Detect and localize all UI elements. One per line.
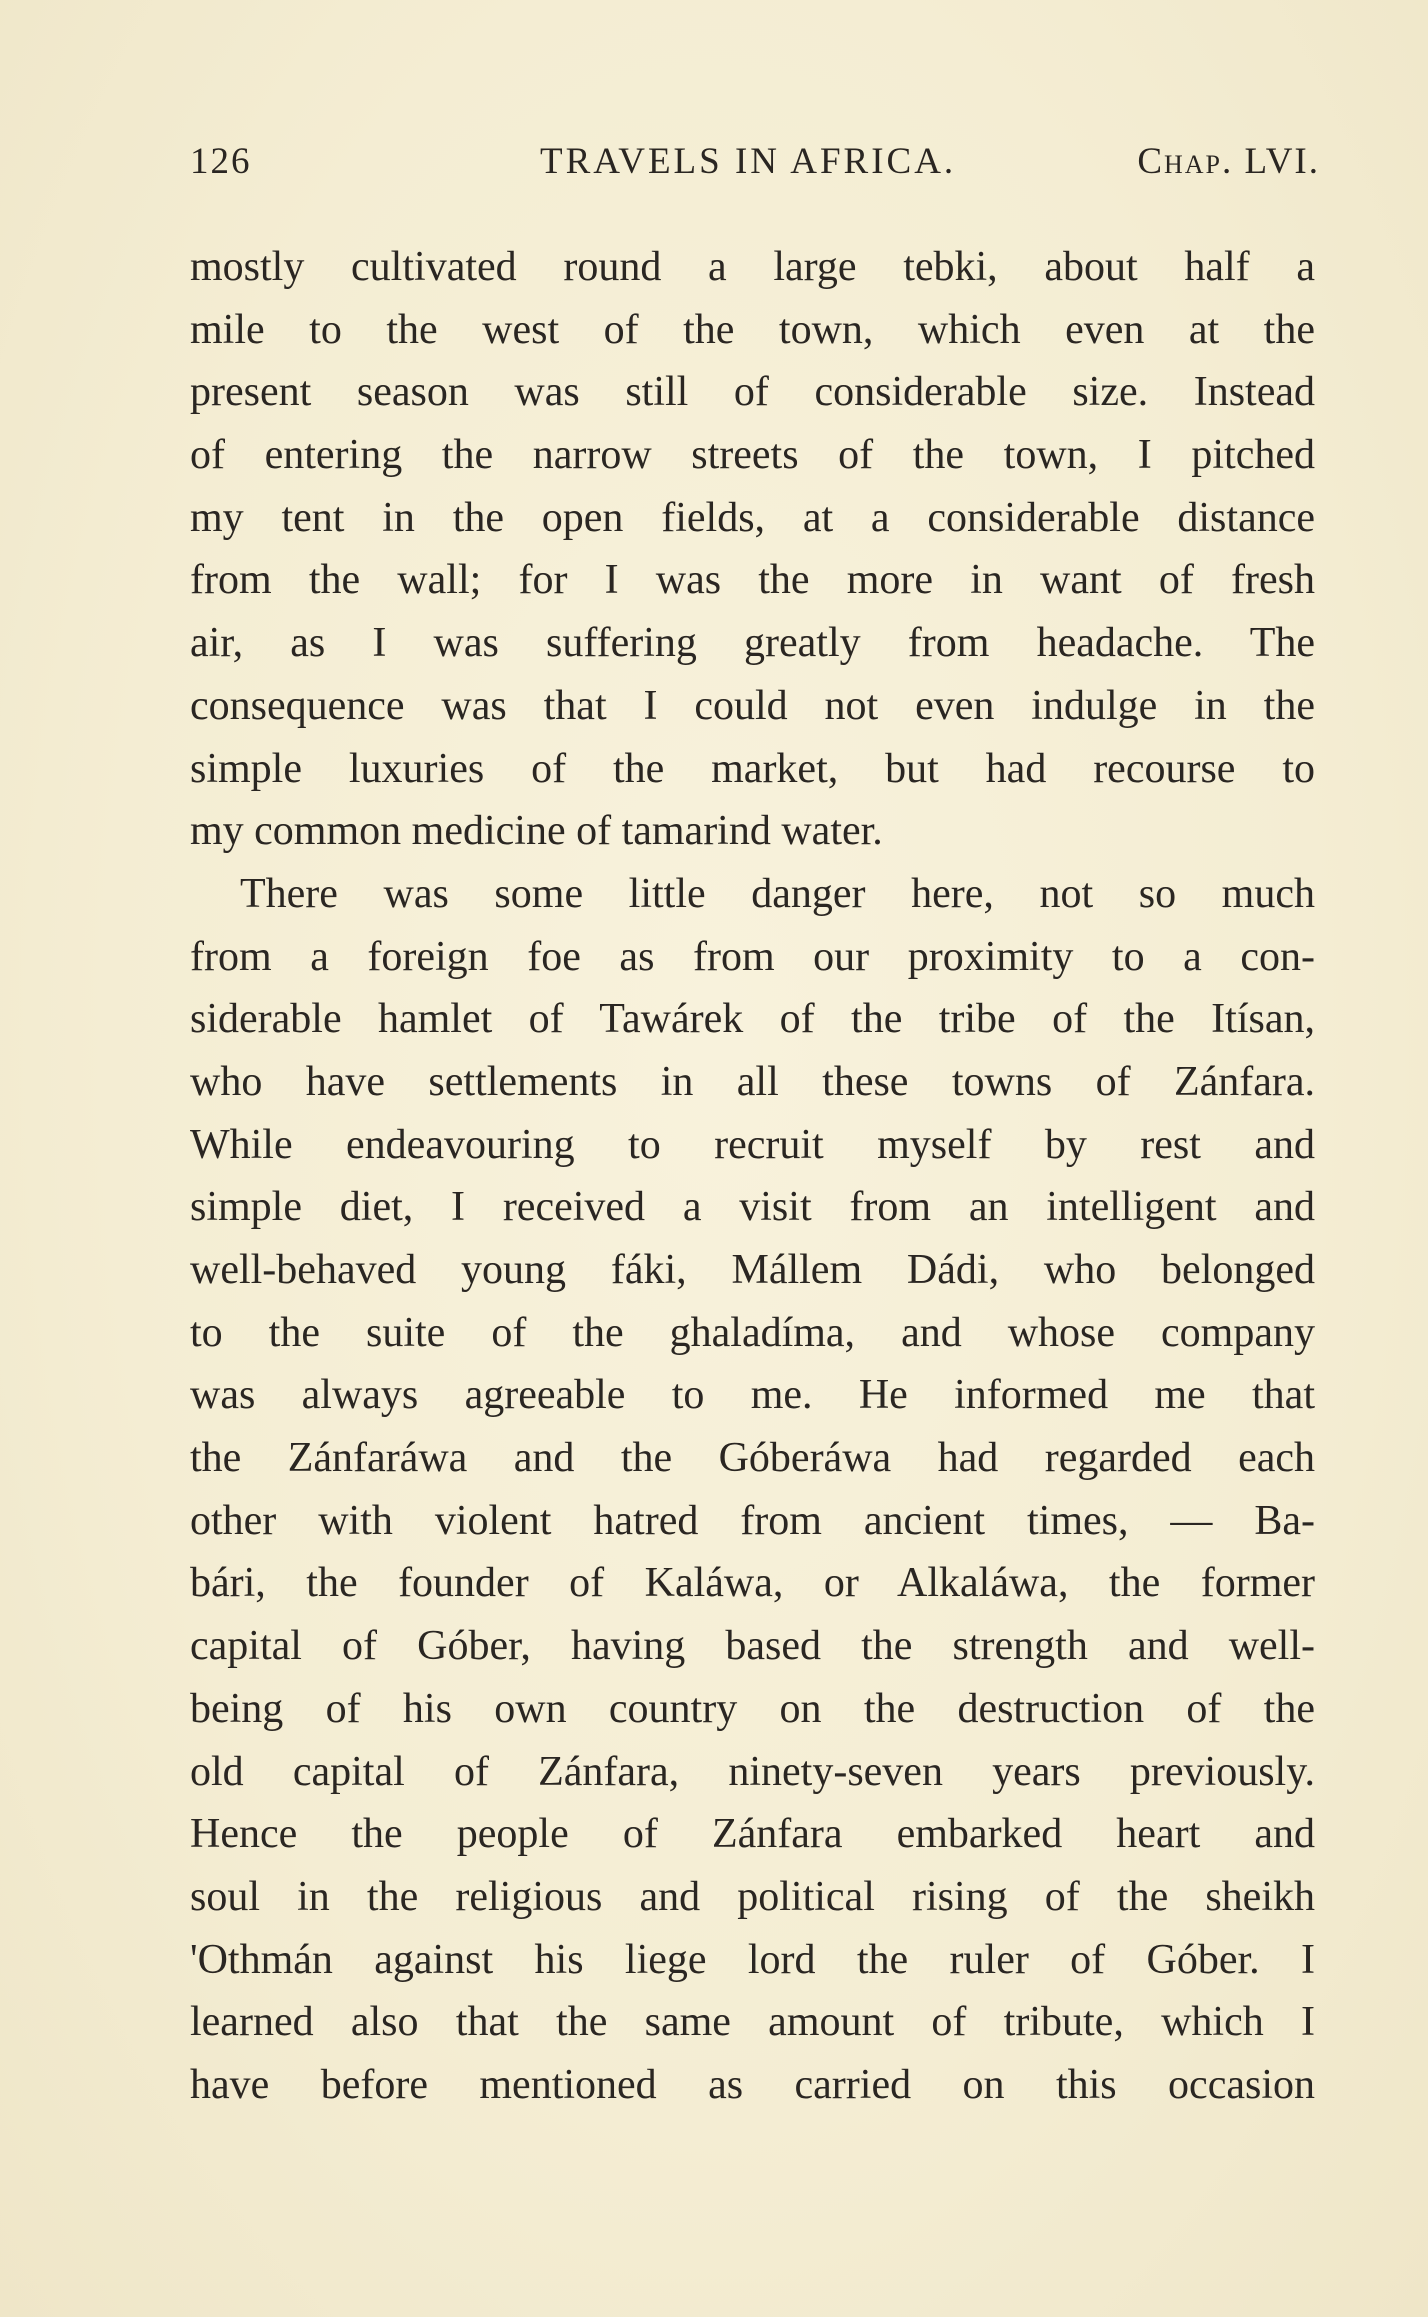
text-line: mostly cultivated round a large tebki, about half a (190, 244, 1315, 290)
text-line: who have settlements in all these towns of Zánfara. (190, 1058, 1315, 1105)
text-line: old capital of Zánfara, ninety-seven years previously. (190, 1748, 1315, 1795)
body-text (190, 236, 1315, 2117)
text-line: have before mentioned as carried on this occasion (190, 2061, 1315, 2108)
text-line: present season was still of considerable size. Instead (190, 369, 1315, 416)
text-line: from the wall; for I was the more in want of fresh (190, 557, 1315, 604)
text-line: to the suite of the ghaladíma, and whose company (190, 1309, 1315, 1356)
text-line: simple diet, I received a visit from an intelligent and (190, 1184, 1315, 1231)
text-line: well-behaved young fáki, Mállem Dádi, who belonged (190, 1247, 1315, 1293)
text-line: the Zánfaráwa and the Góberáwa had regarded each (190, 1435, 1315, 1482)
text-line: mile to the west of the town, which even at the (190, 306, 1315, 353)
text-line: Hence the people of Zánfara embarked heart and (190, 1811, 1315, 1858)
chapter-label: Chap. LVI. (1137, 141, 1320, 182)
text-line: soul in the religious and political rising of the sheikh (190, 1873, 1315, 1920)
text-line: air, as I was suffering greatly from headache. The (190, 620, 1315, 667)
text-line: 'Othmán against his liege lord the ruler of Góber. I (190, 1936, 1315, 1983)
running-title: TRAVELS IN AFRICA. (540, 141, 957, 182)
paragraph-end-line: my common medicine of tamarind water. (190, 808, 883, 855)
text-line: consequence was that I could not even indulge in the (190, 682, 1315, 729)
page-number: 126 (190, 141, 252, 182)
running-head (190, 140, 1320, 200)
text-line: simple luxuries of the market, but had recourse to (190, 745, 1315, 792)
text-line: was always agreeable to me. He informed me that (190, 1372, 1315, 1419)
text-line: being of his own country on the destruction of the (190, 1685, 1315, 1732)
text-line: capital of Góber, having based the strength and well- (190, 1623, 1315, 1670)
text-line: siderable hamlet of Tawárek of the tribe of the Itísan, (190, 996, 1315, 1043)
paragraph-start-line: There was some little danger here, not so much (240, 870, 1315, 917)
text-line: While endeavouring to recruit myself by rest and (190, 1121, 1315, 1168)
text-line: my tent in the open fields, at a considerable distance (190, 494, 1315, 541)
text-line: from a foreign foe as from our proximity to a con- (190, 933, 1315, 980)
text-line: other with violent hatred from ancient times, — Ba- (190, 1497, 1315, 1544)
text-line: of entering the narrow streets of the town, I pitched (190, 432, 1315, 479)
text-line: learned also that the same amount of tribute, which I (190, 1999, 1315, 2046)
text-line: bári, the founder of Kaláwa, or Alkaláwa, the former (190, 1560, 1315, 1607)
